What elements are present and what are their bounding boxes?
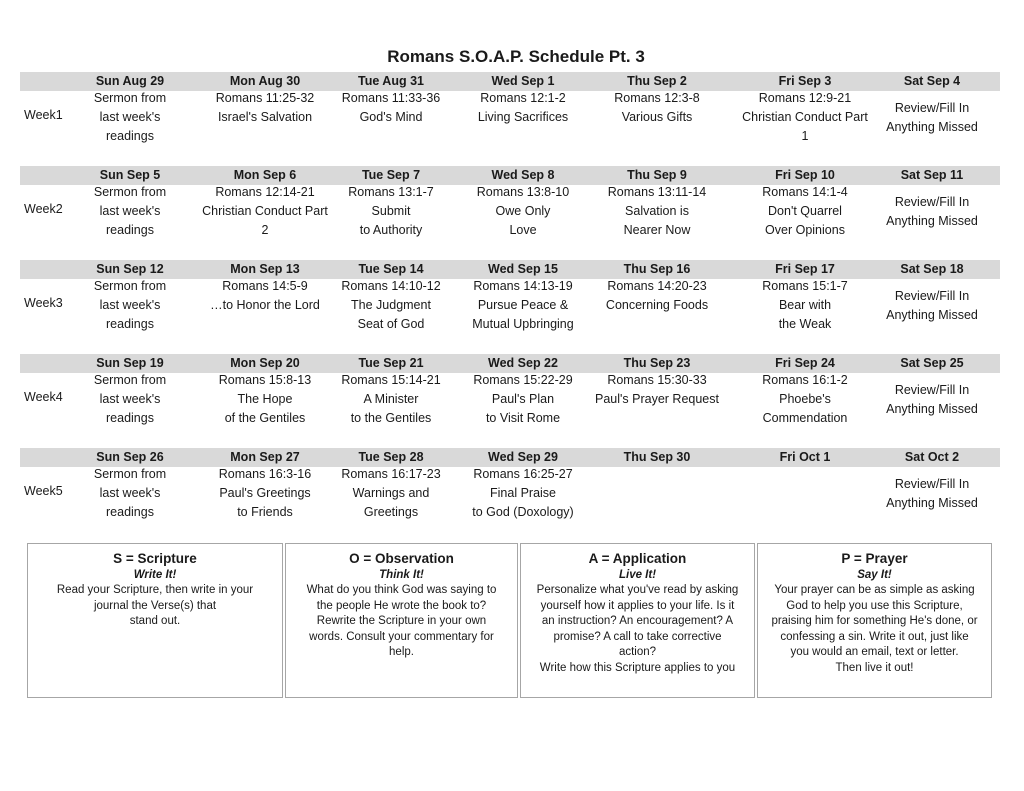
day-header: Wed Sep 15	[488, 262, 558, 276]
day-reading: Sermon from last week's readings	[93, 185, 167, 237]
day-header: Sun Sep 26	[96, 450, 164, 464]
day-reading: Sermon from last week's readings	[93, 279, 167, 331]
day-cell	[590, 260, 724, 315]
soap-subheading: Live It!	[618, 569, 657, 581]
day-reading: Romans 13:1-7 Submit to Authority	[348, 185, 434, 237]
day-reading: Romans 14:10-12 The Judgment Seat of God	[341, 279, 441, 331]
day-reading: Romans 12:1-2 Living Sacrifices	[477, 91, 569, 124]
day-cell	[728, 72, 882, 146]
soap-prayer-box	[757, 543, 992, 698]
day-reading: Romans 16:17-23 Warnings and Greetings	[341, 467, 441, 519]
day-reading: Romans 14:13-19 Pursue Peace & Mutual Upbringing	[472, 279, 574, 331]
day-cell	[728, 260, 882, 334]
day-cell	[590, 166, 724, 240]
day-cell	[63, 166, 197, 240]
day-reading: Romans 16:1-2 Phoebe's Commendation	[762, 373, 848, 425]
day-reading: Romans 14:20-23 Concerning Foods	[605, 279, 709, 312]
day-header: Fri Sep 10	[775, 168, 835, 182]
day-reading: Romans 12:14-21 Christian Conduct Part 2	[202, 185, 328, 237]
day-header: Tue Aug 31	[358, 74, 424, 88]
day-header: Mon Sep 6	[233, 168, 297, 182]
soap-application-box	[520, 543, 755, 698]
day-cell	[63, 448, 197, 522]
day-reading: Review/Fill In Anything Missed	[886, 383, 978, 416]
day-reading: Romans 11:25-32 Israel's Salvation	[215, 91, 315, 124]
soap-heading: O = Observation	[349, 551, 454, 566]
day-cell	[198, 354, 332, 428]
day-header: Mon Sep 27	[230, 450, 300, 464]
day-header: Sun Aug 29	[95, 74, 165, 88]
day-reading: Romans 12:3-8 Various Gifts	[614, 91, 700, 124]
day-header: Tue Sep 28	[358, 450, 424, 464]
day-cell	[456, 354, 590, 428]
day-cell	[198, 72, 332, 127]
day-header: Thu Sep 23	[623, 356, 691, 370]
soap-description: Your prayer can be as simple as asking God to help you use this Scripture, praising him for something He's done, or confessing a sin. Write it out, just like you would an email, text or letter. Then live it out!	[771, 584, 978, 674]
day-header: Sun Sep 19	[96, 356, 164, 370]
week-label: Week2	[24, 202, 63, 216]
day-cell	[864, 260, 1000, 325]
day-cell	[456, 72, 590, 127]
day-cell	[728, 354, 882, 428]
day-header: Sat Oct 2	[904, 450, 960, 464]
day-header: Sat Sep 18	[900, 262, 964, 276]
day-cell	[63, 354, 197, 428]
day-header: Mon Aug 30	[229, 74, 301, 88]
day-reading: Review/Fill In Anything Missed	[886, 289, 978, 322]
day-header: Sun Sep 5	[99, 168, 161, 182]
day-reading: Romans 12:9-21 Christian Conduct Part 1	[742, 91, 868, 143]
day-reading: Review/Fill In Anything Missed	[886, 477, 978, 510]
day-header: Sat Sep 25	[900, 356, 964, 370]
day-reading: Review/Fill In Anything Missed	[886, 195, 978, 228]
day-reading: Romans 15:22-29 Paul's Plan to Visit Rome	[473, 373, 573, 425]
day-header: Fri Sep 3	[778, 74, 832, 88]
day-header: Wed Sep 22	[488, 356, 558, 370]
day-cell	[324, 260, 458, 334]
soap-subheading: Think It!	[379, 569, 424, 581]
day-cell	[456, 448, 590, 522]
day-cell	[590, 448, 724, 465]
day-cell	[864, 166, 1000, 231]
soap-scripture-box	[27, 543, 283, 698]
week-label: Week5	[24, 484, 63, 498]
day-cell	[63, 260, 197, 334]
day-cell	[198, 260, 332, 315]
day-reading: Romans 13:8-10 Owe Only Love	[476, 185, 570, 237]
day-cell	[864, 72, 1000, 137]
day-reading: Romans 13:11-14 Salvation is Nearer Now	[607, 185, 707, 237]
day-header: Fri Sep 17	[775, 262, 835, 276]
soap-subheading: Write It!	[133, 569, 177, 581]
day-header: Wed Sep 8	[491, 168, 555, 182]
soap-heading: S = Scripture	[113, 551, 197, 566]
day-cell	[324, 166, 458, 240]
day-header: Sun Sep 12	[96, 262, 164, 276]
day-reading: Review/Fill In Anything Missed	[886, 101, 978, 134]
day-header: Sat Sep 11	[900, 168, 964, 182]
week-label: Week1	[24, 108, 63, 122]
day-header: Mon Sep 13	[230, 262, 300, 276]
day-header: Tue Sep 14	[358, 262, 424, 276]
day-reading: Romans 16:25-27 Final Praise to God (Doxology)	[472, 467, 574, 519]
soap-heading: A = Application	[588, 551, 687, 566]
day-header: Sat Sep 4	[903, 74, 961, 88]
day-reading: Romans 14:5-9 …to Honor the Lord	[210, 279, 320, 312]
day-header: Thu Sep 16	[623, 262, 691, 276]
day-cell	[456, 260, 590, 334]
day-reading: Romans 14:1-4 Don't Quarrel Over Opinions	[762, 185, 848, 237]
day-cell	[456, 166, 590, 240]
day-cell	[198, 448, 332, 522]
day-reading: Sermon from last week's readings	[93, 467, 167, 519]
day-header: Thu Sep 2	[627, 74, 687, 88]
day-reading: Romans 15:8-13 The Hope of the Gentiles	[218, 373, 312, 425]
day-cell	[324, 354, 458, 428]
day-header: Thu Sep 30	[623, 450, 691, 464]
day-header: Tue Sep 21	[358, 356, 424, 370]
day-cell	[590, 354, 724, 409]
day-header: Mon Sep 20	[230, 356, 300, 370]
day-cell	[63, 72, 197, 146]
day-header: Fri Sep 24	[775, 356, 835, 370]
day-reading: Romans 11:33-36 God's Mind	[341, 91, 441, 124]
day-cell	[324, 72, 458, 127]
week-label: Week3	[24, 296, 63, 310]
soap-description: What do you think God was saying to the people He wrote the book to? Rewrite the Scripture in your own words. Consult your commentary for help.	[306, 584, 497, 658]
day-cell	[728, 448, 882, 465]
day-reading: Sermon from last week's readings	[93, 91, 167, 143]
soap-description: Read your Scripture, then write in your journal the Verse(s) that stand out.	[56, 584, 254, 627]
day-header: Wed Sep 1	[491, 74, 555, 88]
day-reading: Romans 15:1-7 Bear with the Weak	[762, 279, 848, 331]
day-cell	[590, 72, 724, 127]
day-header: Thu Sep 9	[627, 168, 687, 182]
day-cell	[324, 448, 458, 522]
day-header: Tue Sep 7	[361, 168, 421, 182]
day-header: Fri Oct 1	[779, 450, 831, 464]
soap-heading: P = Prayer	[841, 551, 908, 566]
day-cell	[728, 166, 882, 240]
day-cell	[864, 448, 1000, 513]
soap-description: Personalize what you've read by asking yourself how it applies to your life. Is it an instruction? An encouragement? A promise? A call to take corrective action? Write how this Scripture applies to you	[536, 584, 739, 674]
week-label: Week4	[24, 390, 63, 404]
page-title: Romans S.O.A.P. Schedule Pt. 3	[387, 47, 645, 66]
day-cell	[864, 354, 1000, 419]
day-cell	[198, 166, 332, 240]
day-reading: Romans 15:30-33 Paul's Prayer Request	[595, 373, 719, 406]
day-reading: Romans 15:14-21 A Minister to the Gentiles	[341, 373, 441, 425]
soap-subheading: Say It!	[857, 569, 892, 581]
day-header: Wed Sep 29	[488, 450, 558, 464]
day-reading: Romans 16:3-16 Paul's Greetings to Friends	[218, 467, 312, 519]
day-reading: Sermon from last week's readings	[93, 373, 167, 425]
soap-observation-box	[285, 543, 518, 698]
